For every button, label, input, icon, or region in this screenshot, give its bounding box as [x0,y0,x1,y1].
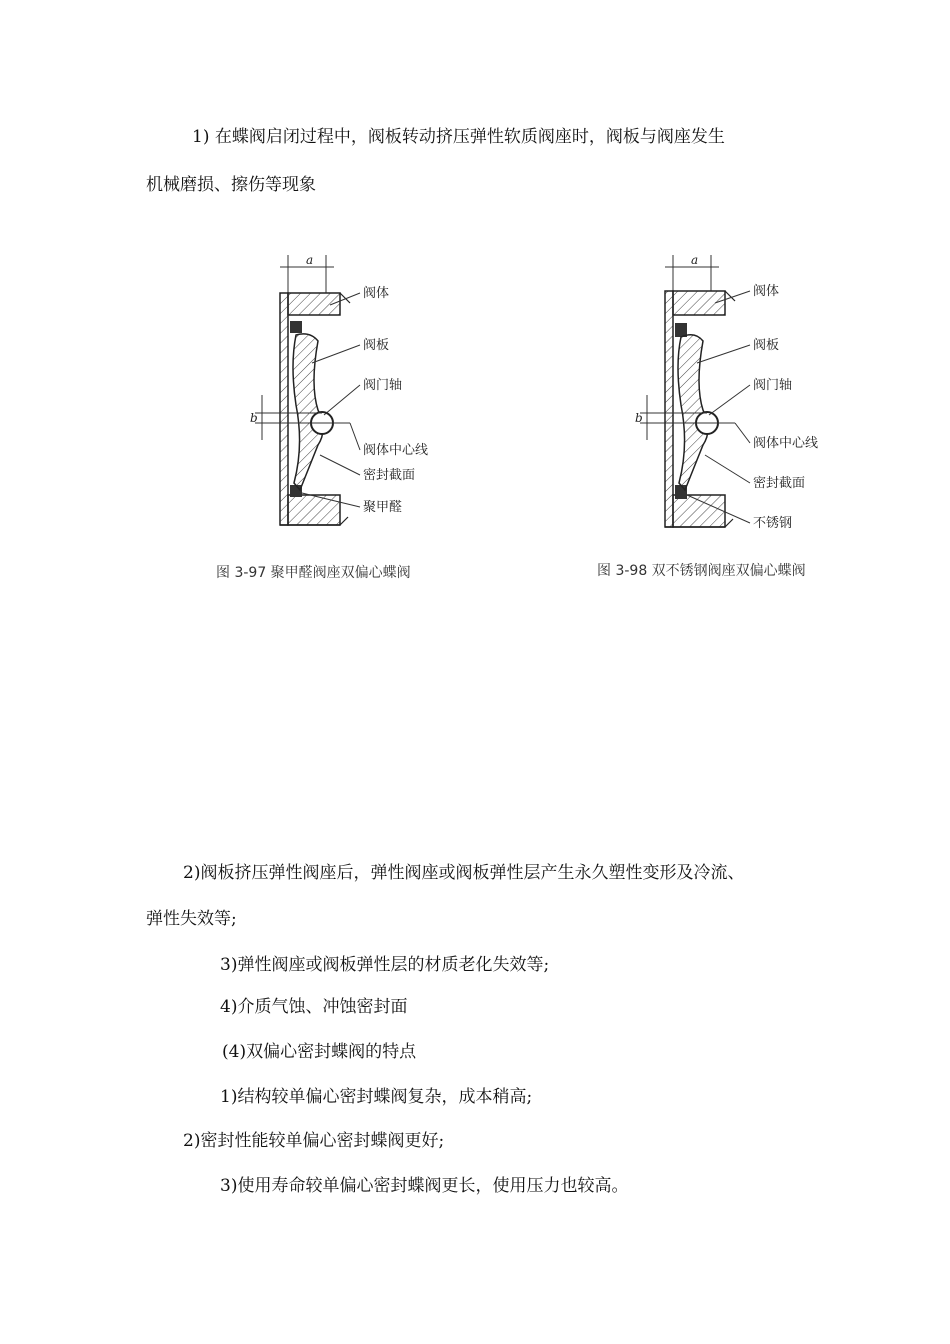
paragraph-6: 1)结构较单偏心密封蝶阀复杂，成本稍高; [220,1087,533,1107]
figure-caption: 图 3-98 双不锈钢阀座双偏心蝶阀 [597,563,806,579]
label-seal-section: 密封截面 [363,468,416,483]
label-seal-section: 密封截面 [753,476,806,491]
figure-3-98 [585,245,885,590]
label-seat-material: 不锈钢 [753,516,793,531]
label-valve-body: 阀体 [363,286,390,301]
paragraph-8: 3)使用寿命较单偏心密封蝶阀更长，使用压力也较高。 [220,1176,629,1196]
paragraph-4: 4)介质气蚀、冲蚀密封面 [220,997,408,1017]
figure-caption: 图 3-97 聚甲醛阀座双偏心蝶阀 [216,565,411,581]
seat-top [290,321,302,333]
paragraph-1-line-1: 1) 在蝶阀启闭过程中，阀板转动挤压弹性软质阀座时，阀板与阀座发生 [192,127,725,147]
figure-3-97 [200,245,490,590]
label-body-centerline: 阀体中心线 [753,436,819,451]
paragraph-2-line-1: 2)阀板挤压弹性阀座后，弹性阀座或阀板弹性层产生永久塑性变形及冷流、 [183,863,745,883]
paragraph-7: 2)密封性能较单偏心密封蝶阀更好; [183,1131,445,1151]
label-valve-shaft: 阀门轴 [753,378,793,393]
dim-a-label: a [691,253,699,267]
label-seat-material: 聚甲醛 [363,500,403,515]
paragraph-1-line-2: 机械磨损、擦伤等现象 [146,175,316,195]
label-valve-shaft: 阀门轴 [363,378,403,393]
label-body-centerline: 阀体中心线 [363,443,429,458]
section-heading: (4)双偏心密封蝶阀的特点 [222,1042,417,1062]
dim-a-label: a [306,253,314,267]
label-valve-body: 阀体 [753,284,780,299]
dim-b-label: b [635,411,643,425]
paragraph-2-line-2: 弹性失效等; [146,909,237,929]
dim-b-label: b [250,411,258,425]
label-valve-disc: 阀板 [753,338,780,353]
label-valve-disc: 阀板 [363,338,390,353]
paragraph-3: 3)弹性阀座或阀板弹性层的材质老化失效等; [220,955,550,975]
